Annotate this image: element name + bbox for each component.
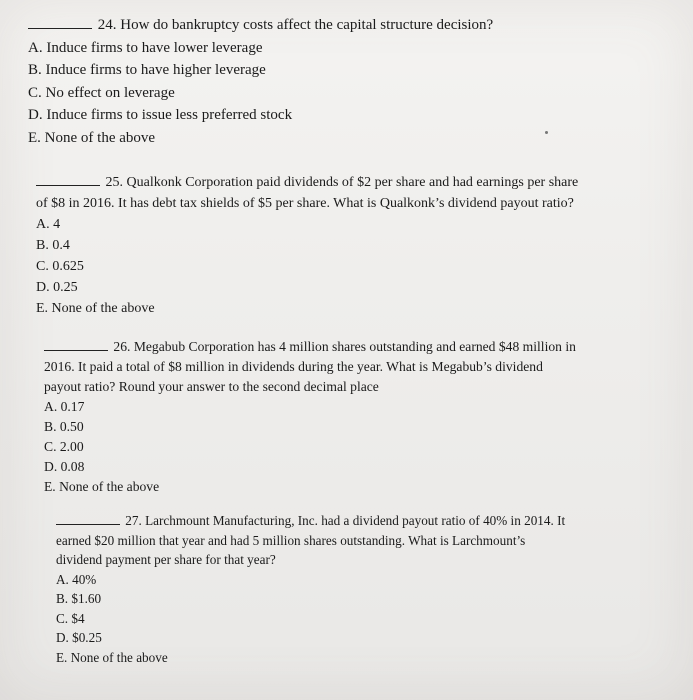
option-d: D. 0.08: [44, 459, 85, 474]
option-b: B. Induce firms to have higher leverage: [28, 62, 266, 78]
question-26: [44, 336, 659, 497]
option-a: A. 4: [36, 217, 61, 232]
option-a: A. 40%: [56, 571, 97, 587]
answer-blank: [28, 14, 92, 29]
answer-blank: [36, 171, 100, 186]
question-text: Larchmount Manufacturing, Inc. had a dividend payout ratio of 40% in 2014. It: [145, 513, 566, 528]
question-text: Qualkonk Corporation paid dividends of $2 per share and had earnings per share: [126, 175, 579, 190]
stray-mark: [545, 131, 548, 134]
question-text-line-3: dividend payment per share for that year?: [56, 552, 276, 567]
question-number: 26.: [113, 339, 131, 354]
question-text: How do bankruptcy costs affect the capital structure decision?: [120, 17, 494, 33]
answer-blank: [56, 510, 120, 525]
option-e: E. None of the above: [56, 649, 168, 665]
question-stem: [36, 171, 666, 193]
question-number: 27.: [125, 513, 142, 528]
option-b: B. $1.60: [56, 591, 102, 606]
option-d: D. Induce firms to issue less preferred stock: [28, 107, 293, 123]
question-27: [56, 510, 646, 667]
question-25: [36, 171, 666, 319]
option-d: D. $0.25: [56, 630, 102, 645]
option-b: B. 0.50: [44, 419, 84, 434]
question-text-line-2: of $8 in 2016. It has debt tax shields of $5 per share. What is Qualkonk’s dividend payout ratio?: [36, 196, 574, 211]
question-text: Megabub Corporation has 4 million shares outstanding and earned $48 million in: [133, 339, 576, 354]
question-24: [28, 14, 668, 149]
option-d: D. 0.25: [36, 280, 78, 295]
option-a: A. 0.17: [44, 399, 85, 414]
question-text-line-2: earned $20 million that year and had 5 million shares outstanding. What is Larchmount’s: [56, 532, 526, 548]
option-c: C. 2.00: [44, 439, 84, 454]
option-a: A. Induce firms to have lower leverage: [28, 39, 263, 56]
option-e: E. None of the above: [36, 301, 155, 316]
option-e: E. None of the above: [44, 479, 160, 494]
question-stem: [44, 336, 659, 357]
question-stem: [28, 14, 668, 37]
question-text-line-2: 2016. It paid a total of $8 million in dividends during the year. What is Megabub’s dividend: [44, 359, 543, 374]
option-b: B. 0.4: [36, 238, 70, 253]
option-c: C. $4: [56, 610, 85, 626]
option-e: E. None of the above: [28, 129, 156, 146]
question-stem: [56, 510, 646, 531]
stray-mark: [654, 414, 660, 424]
question-text-line-3: payout ratio? Round your answer to the second decimal place: [44, 379, 379, 394]
option-c: C. 0.625: [36, 259, 84, 274]
option-c: C. No effect on leverage: [28, 84, 175, 101]
question-number: 25.: [105, 175, 123, 190]
answer-blank: [44, 336, 108, 351]
question-number: 24.: [97, 17, 117, 33]
